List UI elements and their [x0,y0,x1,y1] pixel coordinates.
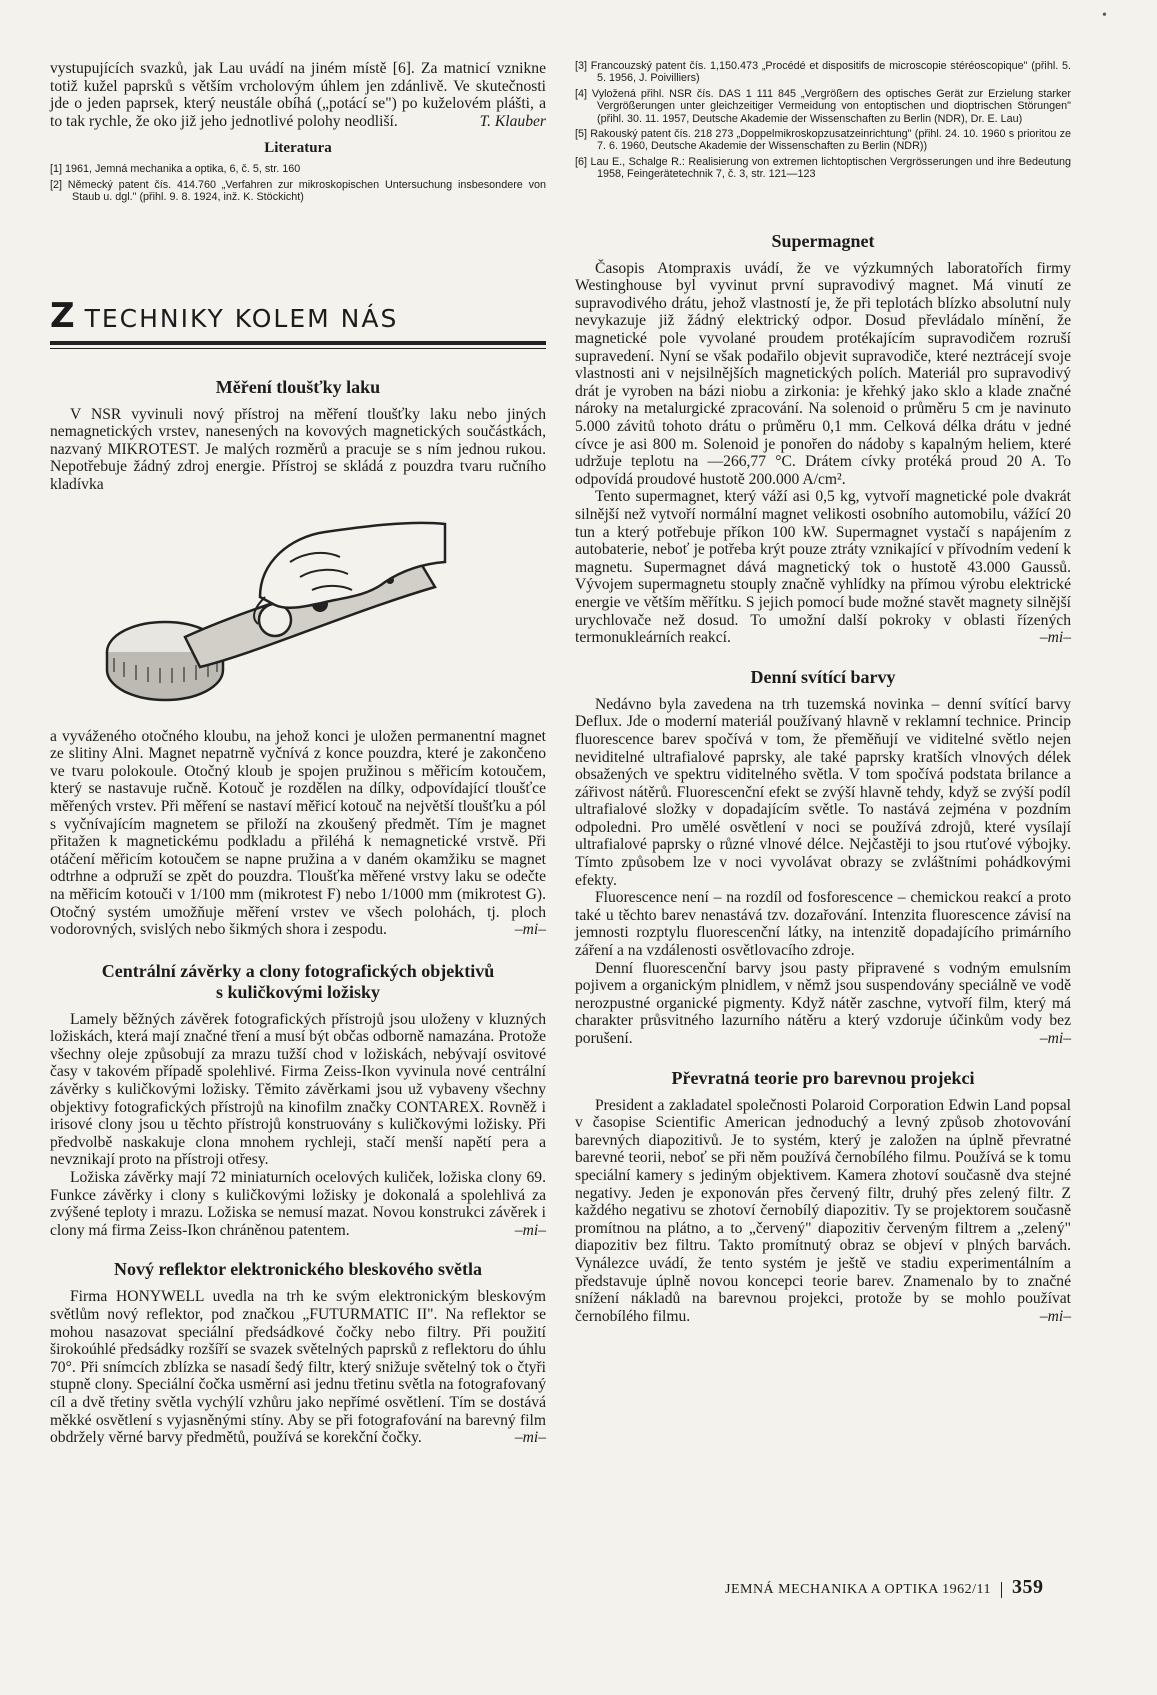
article-title-supermagnet: Supermagnet [771,230,875,251]
page-number: 359 [1011,1576,1044,1598]
article-title-lacquer: Měření tloušťky laku [215,376,381,397]
reference-item: [2] Německý patent čís. 414.760 „Verfahren zur mikroskopischen Untersuchung insbesondere von Staub u. dgl." (přihl. 9. 8. 1924, inž. K. Stöckicht) [50,178,546,204]
literature-heading: Literatura [264,140,332,157]
reference-list-right [575,60,1071,181]
article-text: Firma HONYWELL uvedla na trh ke svým elektronickým bleskovým světlům nový reflektor, pod značkou „FUTURMATIC II". Na reflektor se mohou nasazovat speciální předsádkové čočky nebo filtry. Při použití širokoúhlé předsádky rozšíří se svazek světelných paprsků z reflektoru do úhlu 70°. Při snímcích zblízka se nasadí šedý filtr, který snižuje světelný tok o čtyři stupně clony. Speciální čočka usměrní asi jednu třetinu světla na fotografovaný cíl a dvě třetiny světla vychýlí vzhůru jako nepřímé osvětlení. Tím se dostává měkké osvětlení s vyjasněnými stíny. Aby se při fotografování na barevný film obdržely věrné barvy předmětů, používá se korekční čočky. [50,1288,546,1447]
reference-item: [5] Rakouský patent čís. 218 273 „Doppelmikroskopzusatzeinrichtung" (přihl. 24. 10. 1960 s prioritou ze 7. 6. 1960, Deutsche Akademie der Wissenschaften zu Berlin (NDR)) [575,128,1071,153]
reference-item: [4] Vyložená přihl. NSR čís. DAS 1 111 845 „Vergrößern des optisches Gerät zur Erzielung starker Vergrößerungen unter gleichzeitiger Vermeidung von entoptischen und dioptrischen Störungen" (přihl. 30. 11. 1957, Deutsche Akademie der Wissenschaften zu Berlin (NDR), Dr. E. Lau) [575,87,1071,125]
article-text: Denní fluorescenční barvy jsou pasty připravené s vodným emulsním pojivem a organickým plnidlem, v němž jsou suspendovány speciálně ve vodě nerozpustné organické pigmenty. Když nátěr zaschne, vytvoří film, který má charakter průsvitného lazurního nátěru a který vzdoruje účinkům vody bez porušení. [575,959,1071,1047]
section-rule-thick [50,341,546,345]
article-paragraph: Nedávno byla zavedena na trh tuzemská novinka – denní svítící barvy Deflux. Jde o moderní materiál používaný hlavně v reklamní technice. Princip fluorescence barev spočívá v tom, že přeměňují ve viditelné světlo nejen neviditelné ultrafialové paprsky, ale také paprsky kratších vlnových délek obsažených ve spektru viditelného světla. V tom spočívá podstata brilance a zářivost nátěrů. Fluorescenční efekt se zvýší hlavně tehdy, když se zvýší podíl ultrafialové složky v dopadajícím světle. To nastává zejména v pozdním odpoledni. Pro umělé osvětlení v noci se používá zdrojů, které vysílají ultrafialové paprsky o různé vlnové délce. Nejčastěji to jsou rtuťové výbojky. Tímto způsobem lze v noci vyvolávat obrazy se zvláštními pohádkovými efekty. [575,695,1071,889]
author-signature: –mi– [1039,1030,1071,1047]
right-column [575,60,1071,1325]
author-signature: –mi– [1039,1307,1071,1325]
left-column [50,60,546,1447]
intro-text: vystupujících svazků, jak Lau uvádí na jiném místě [6]. Za matnicí vznikne totiž kužel paprsků s větším vrcholovým úhlem jen zdánlivě. Ve skutečnosti jde o jeden paprsek, který neustále obíhá („potácí se") po kuželovém plášti, a to tak rychle, že oko již jeho jednotlivé polohy neodliší. [50,60,546,130]
title-line: Centrální závěrky a clony fotografických objektivů [101,960,495,981]
page-mark: • [1102,8,1107,23]
mikrotest-illustration [50,502,546,722]
author-signature: T. Klauber [479,112,546,130]
journal-name: JEMNÁ MECHANIKA A OPTIKA 1962/11 [725,1582,1002,1598]
article-paragraph [575,960,1071,1048]
section-title [50,296,546,339]
article-paragraph: Časopis Atompraxis uvádí, že ve výzkumných laboratořích firmy Westinghouse byl vyvinut první supravodivý magnet. Má vinutí ze supravodivého drátu, jehož vlastností je, že při teplotách blízko absolutní nuly nevykazuje již žádný elektrický odpor. Dosud převládalo mínění, že magnetické pole vyvolané proudem protékajícím supravodičem rozruší supravedení. Nyní se však podařilo objevit supravodiče, které neztrácejí svoje vlastnosti ani v nejsilnějších magnetických polích. Materiál pro supravodivý drát je vyroben na bázi niobu a zirkonia: je křehký jako sklo a klade značné nároky na metalurgické zpracování. Na solenoid o průměru 5 cm je navinuto 5.000 závitů tohoto drátu o průměru 0,1 mm. Celková délka drátu v jedné cívce je asi 800 m. Solenoid je ponořen do nádoby s kapalným heliem, které udržuje teplotu na —266,77 °C. Drátem cívky protéká proud 20 A. To odpovídá proudové hustotě 200.000 A/cm². [575,259,1071,488]
article-paragraph [50,1169,546,1239]
title-line: s kuličkovými ložisky [215,981,381,1002]
section-title-initial: Z [50,295,75,336]
article-paragraph: Lamely běžných závěrek fotografických přístrojů jsou uloženy v kluzných ložiskách, která mají značné tření a musí být občas odborně namazána. Protože všechny oleje způsobují za mrazu tužší chod v ložiskách, nebývají osvitové časy v takovém případě spolehlivé. Firma Zeiss-Ikon vyvinula nové centrální závěrky s kuličkovými ložisky. Těmito závěrkami jsou už vybaveny všechny objektivy fotografických přístrojů na kinofilm značky CONTAREX. Rovněž i irisové clony jsou u těchto přístrojů konstruovány s kuličkovými ložisky. Při předvolbě naskakuje clona mnohem rychleji, stačí menší napětí pera a nevznikají proto na přístroji otřesy. [50,1010,546,1169]
article-paragraph [575,488,1071,646]
section-title-text: TECHNIKY KOLEM NÁS [84,303,399,333]
article-text: a vyváženého otočného kloubu, na jehož konci je uložen permanentní magnet ze slitiny Alni. Magnet nepatrně vyčnívá z konce pouzdra, které je zakončeno ve tvaru polokoule. Otočný kloub je spojen pružinou s měřicím kotoučem, který se nastavuje ručně. Kotouč je rozdělen na dílky, odpovídající tloušťce měřených vrstev. Při měření se nastaví měřicí kotouč na největší tloušťku a pól s vyčnívajícím magnetem se přiloží na zkoušený předmět. Tím je magnet přitažen k magnetickému podkladu a přiléhá k nemagnetické vrstvě. Při otáčení měřicím kotoučem se napne pružina a v daném okamžiku se magnet odtrhne a odpruží se zpět do pouzdra. Tloušťka měřené vrstvy laku se odečte na měřicím kotouči v 1/100 mm (mikrotest F) nebo 1/1000 mm (mikrotest G). Otočný systém umožňuje měření vrstev ve všech polohách, tj. ploch vodorovných, svislých nebo šikmých shora i zespodu. [50,727,546,939]
article-title-shutters [50,961,546,1003]
author-signature: –mi– [1039,629,1071,647]
article-title-reflector: Nový reflektor elektronického bleskového světla [114,1259,482,1280]
author-signature: –mi– [514,1221,546,1239]
article-paragraph [50,1288,546,1446]
article-paragraph [575,1097,1071,1326]
article-paragraph: V NSR vyvinuli nový přístroj na měření tloušťky laku nebo jiných nemagnetických vrstev, nanesených na kovových magnetických součástkách, nazvaný MIKROTEST. Je malých rozměrů a pracuje se s ním jednou rukou. Nepotřebuje žádný zdroj energie. Přístroj se skládá z pouzdra tvaru ručního kladívka [50,405,546,493]
author-signature: –mi– [514,1429,546,1447]
reference-item: [3] Francouzský patent čís. 1,150.473 „Procédé et dispositifs de microscopie stéréoscopique" (přihl. 5. 5. 1956, J. Poivilliers) [575,60,1071,85]
reference-list-left [50,163,546,203]
intro-paragraph [50,60,546,130]
article-title-daylight-colors: Denní svítící barvy [750,666,896,687]
hand-holding-gauge-image [90,502,450,722]
section-rule-thin [50,348,546,349]
article-paragraph [50,728,546,939]
article-title-color-projection: Převratná teorie pro barevnou projekci [671,1067,975,1088]
article-paragraph: Fluorescence není – na rozdíl od fosforescence – chemickou reakcí a proto také u těchto barev nenastává tzv. dozařování. Intenzita fluorescence závisí na jemnosti rozptylu fluorescenční látky, na intenzitě dopadajícího primárního záření a na vzdálenosti osvětlovacího zdroje. [575,889,1071,960]
author-signature: –mi– [514,921,546,939]
page-footer [725,1576,1065,1599]
reference-item: [6] Lau E., Schalge R.: Realisierung von extremen lichtoptischen Vergrösserungen und ihre Bedeutung 1958, Feingerätetechnik 7, č. 3, str. 121—123 [575,155,1071,181]
article-text: President a zakladatel společnosti Polaroid Corporation Edwin Land popsal v časopise Scientific American jednoduchý a levný způsob zhotovování barevných diapozitivů. Je to systém, který je založen na úplně převratné barevné teorii, neboť se při něm používá černobílého filmu. Používá se k tomu speciální kamery s jediným objektivem. Kamera zhotoví současně dva stejné negativy. Jeden je exponován přes červený filtr, druhý přes zelený filtr. Z každého negativu se zhotoví černobílý diapozitiv. Ty se projektorem současně promítnou na plátno, a to „červený" diapozitiv červeným filtrem a „zelený" diapozitiv bez filtru. Takto promítnutý obraz se objeví v plných barvách. Vynálezce uvádí, že tento systém je ještě ve stadiu experimentálním a představuje úplně novou koncepci teorie barev. Znamenalo by to značné snížení nákladů na barevnou projekci, protože by se mohlo používat černobílého filmu. [575,1096,1071,1325]
reference-item: [1] 1961, Jemná mechanika a optika, 6, č. 5, str. 160 [50,163,301,176]
article-text: Tento supermagnet, který váží asi 0,5 kg, vytvoří magnetické pole dvakrát silnější než vytvoří normální magnet velikosti osobního automobilu, vážící 20 tun a který potřebuje příkon 100 kW. Supermagnet vystačí s napájením z autobaterie, neboť je potřeba krýt pouze ztráty vznikající v přívodním vedení k magnetu. Supermagnet dává magnetický tok o hustotě 43.000 Gaussů. Vývojem supermagnetu stouply značně vyhlídky na přímou výrobu elektrické energie ve větším měřítku. S jejich pomocí bude možné stavět magnety silnější urychlovače než dosud. To umožní další pokroky v oblasti řízených termonukleárních reakcí. [575,488,1071,647]
article-text: Ložiska závěrky mají 72 miniaturních ocelových kuliček, ložiska clony 69. Funkce závěrky i clony s kuličkovými ložisky je dokonalá a spolehlivá za zvýšené teploty i mrazu. Ložiska se nemusí mazat. Novou konstrukci závěrek i clony má firma Zeiss-Ikon chráněnou patentem. [50,1169,546,1239]
